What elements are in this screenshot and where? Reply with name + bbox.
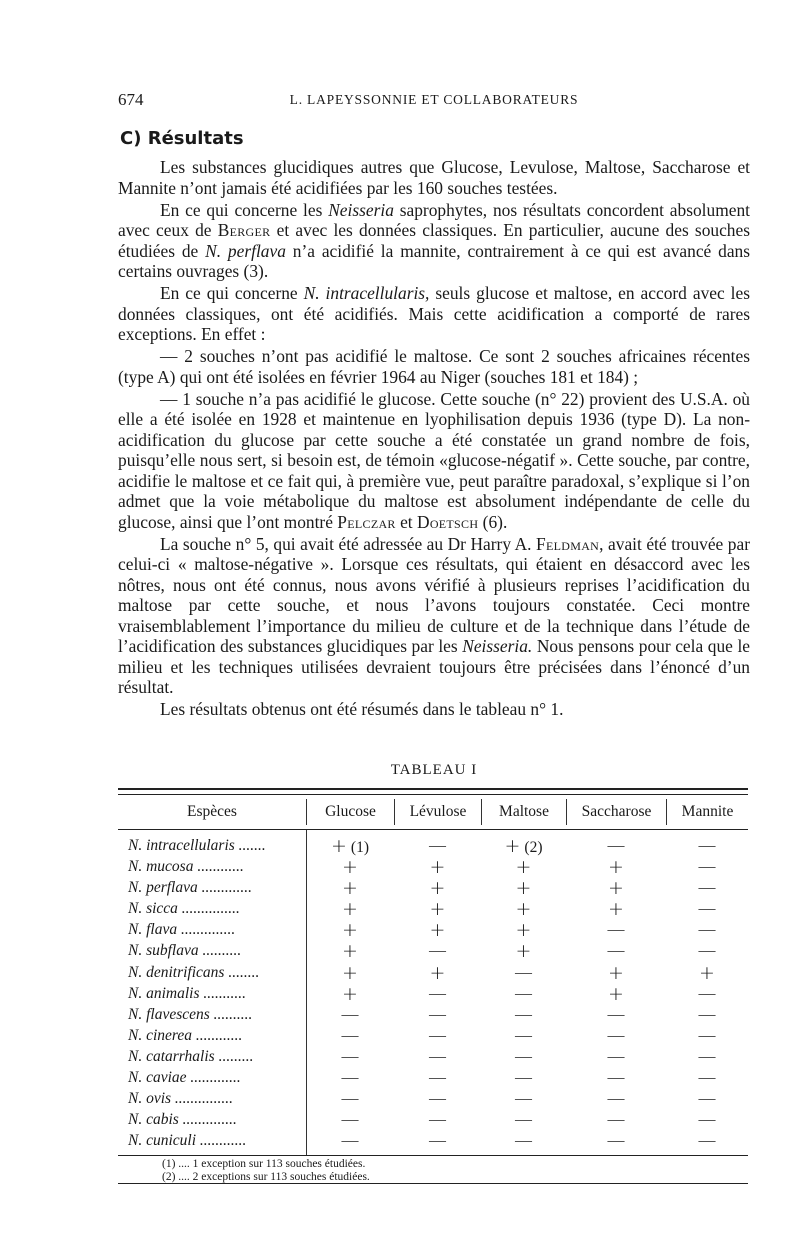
table-row (118, 1046, 748, 1067)
table-row (118, 835, 748, 856)
table-row (118, 1130, 748, 1151)
species-name: N. catarrhalis ......... (128, 1047, 254, 1065)
result-cell (566, 1067, 666, 1089)
p7-text: Les résultats obtenus ont été résumés dans le tableau n° 1. (160, 699, 564, 719)
table-bottom-rule (118, 1155, 748, 1156)
species-name: N. cabis .............. (128, 1111, 237, 1129)
result-cell (306, 877, 394, 899)
species-name: N. mucosa ............ (128, 858, 244, 876)
running-title: L. LAPEYSSONNIE ET COLLABORATEURS (289, 92, 579, 107)
header-cell: Saccharose (566, 799, 666, 825)
result-symbol: + (429, 961, 446, 984)
species-name: N. denitrificans ........ (128, 963, 260, 981)
result-symbol: — (514, 1024, 533, 1047)
footnote-bottom-rule (118, 1183, 748, 1184)
result-cell (306, 835, 394, 857)
result-cell (481, 1025, 566, 1047)
result-cell (394, 962, 481, 984)
footnote: (1) .... 1 exception sur 113 souches étudiées. (162, 1158, 366, 1171)
species-name: N. flavescens .......... (128, 1005, 253, 1023)
result-cell (566, 835, 666, 857)
result-cell (394, 1109, 481, 1131)
result-cell (666, 1046, 748, 1068)
result-cell (306, 1025, 394, 1047)
result-cell (481, 1130, 566, 1152)
result-cell (481, 1109, 566, 1131)
result-cell (566, 1130, 666, 1152)
footnote-ref: (2) (524, 839, 543, 856)
result-cell (394, 1088, 481, 1110)
paragraph-6 (118, 534, 750, 698)
result-symbol: — (606, 919, 626, 942)
result-cell (481, 940, 566, 962)
table-body (118, 830, 748, 1155)
result-symbol: + (608, 961, 624, 984)
result-symbol: + (342, 919, 358, 942)
result-symbol: + (429, 898, 446, 921)
result-cell (666, 898, 748, 920)
result-cell (394, 983, 481, 1005)
result-symbol: — (428, 1130, 447, 1153)
p6-text: La souche n° 5, qui avait été adressée au Dr Harry A. (160, 533, 537, 554)
result-symbol: + (429, 877, 446, 900)
footnote: (2) .... 2 exceptions sur 113 souches étudiées. (162, 1170, 370, 1183)
result-cell (394, 1130, 481, 1152)
result-symbol: + (515, 898, 532, 921)
result-cell (306, 983, 394, 1005)
result-cell (566, 1004, 666, 1026)
result-symbol: — (514, 1109, 533, 1132)
result-cell (666, 1109, 748, 1131)
result-symbol: — (606, 835, 626, 857)
result-cell (566, 962, 666, 984)
species-name: N. flava .............. (128, 921, 236, 939)
result-symbol: — (697, 1088, 717, 1111)
result-cell (666, 877, 748, 899)
table-footnotes (118, 1158, 748, 1183)
result-cell (666, 835, 748, 857)
result-symbol: — (606, 1130, 626, 1153)
result-symbol: + (608, 877, 624, 900)
result-symbol: + (515, 856, 532, 879)
page-number: 674 (118, 90, 144, 109)
result-cell (306, 1004, 394, 1026)
result-cell (394, 1067, 481, 1089)
result-symbol: — (428, 1024, 447, 1047)
header-cell: Mannite (666, 799, 748, 825)
author-name: Feldman (536, 533, 600, 554)
author-name: Pelczar (337, 511, 396, 532)
paragraph-3 (118, 283, 750, 345)
result-cell (394, 835, 481, 857)
result-symbol: — (606, 1003, 626, 1026)
paragraph-5 (118, 389, 750, 533)
p2-text: En ce qui concerne les (160, 199, 329, 220)
table-row (118, 877, 748, 898)
p4-text: — 2 souches n’ont pas acidifié le maltose. Ce sont 2 souches africaines récentes (type A) qui ont été isolées en février 1964 au Niger (souches 181 et 184) ; (118, 346, 750, 387)
result-cell (306, 940, 394, 962)
result-cell (306, 856, 394, 878)
result-symbol: — (428, 1067, 447, 1090)
result-symbol: + (515, 877, 532, 900)
result-cell (306, 962, 394, 984)
paragraph-7 (118, 699, 750, 720)
result-symbol: — (428, 1045, 447, 1068)
result-cell (481, 1067, 566, 1089)
result-symbol: — (697, 1067, 717, 1090)
paragraph-4 (118, 346, 750, 387)
result-symbol: + (429, 919, 446, 942)
p5-text: et (395, 511, 417, 532)
section-title: C) Résultats (120, 128, 244, 149)
result-cell (481, 1088, 566, 1110)
result-symbol: — (697, 919, 717, 942)
result-symbol: — (606, 1109, 626, 1132)
body-text (118, 157, 750, 721)
result-symbol: — (514, 1130, 533, 1153)
result-symbol: + (515, 940, 532, 963)
result-cell (306, 919, 394, 941)
header-cell: Lévulose (394, 799, 481, 825)
p1-text: Les substances glucidiques autres que Glucose, Levulose, Maltose, Saccharose et Mannite n’ont jamais été acidifiées par les 160 souches testées. (118, 157, 750, 198)
result-cell (394, 1025, 481, 1047)
result-cell (566, 1025, 666, 1047)
result-cell (666, 856, 748, 878)
result-symbol: — (606, 1067, 626, 1090)
result-symbol: — (340, 1045, 360, 1068)
result-cell (481, 919, 566, 941)
table-row (118, 898, 748, 919)
paragraph-1 (118, 157, 750, 198)
p6-text: Nous pensons pour cela que le milieu et les techniques utilisées devraient toujours être précisées dans l’énoncé d’un résultat. (118, 636, 750, 697)
p2-species: N. perflava (205, 240, 286, 261)
result-cell (481, 835, 566, 857)
result-cell (306, 1130, 394, 1152)
p2-text: n’a acidifié la mannite, contrairement à ce qui est avancé dans certains ouvrages (3). (118, 240, 751, 281)
result-symbol: — (514, 1088, 533, 1111)
result-cell (666, 962, 748, 984)
result-symbol: — (514, 1003, 533, 1026)
result-symbol: — (697, 1045, 717, 1068)
result-symbol: — (697, 877, 717, 900)
result-cell (306, 1046, 394, 1068)
header-cell: Glucose (306, 799, 394, 825)
result-cell (306, 898, 394, 920)
result-symbol: + (429, 856, 446, 879)
footnote-ref: (1) (350, 839, 369, 856)
table-row (118, 1025, 748, 1046)
result-cell (566, 1088, 666, 1110)
result-symbol: + (342, 877, 358, 900)
result-symbol: — (428, 940, 447, 963)
result-cell (394, 919, 481, 941)
p2-text: et avec les données classiques. En particulier, aucune des souches étudiées de (118, 220, 750, 261)
result-symbol: — (697, 1024, 717, 1047)
result-symbol: + (342, 982, 358, 1005)
result-symbol: — (340, 1130, 360, 1153)
result-symbol: — (514, 1067, 533, 1090)
result-cell (481, 877, 566, 899)
table-top-rule (118, 788, 748, 795)
result-cell (306, 1088, 394, 1110)
result-cell (394, 877, 481, 899)
result-cell (394, 940, 481, 962)
species-name: N. perflava ............. (128, 879, 252, 897)
result-symbol: — (697, 856, 717, 879)
result-cell (666, 1130, 748, 1152)
result-symbol: + (331, 835, 347, 857)
result-symbol: + (342, 940, 358, 963)
result-symbol: + (342, 961, 358, 984)
result-symbol: — (428, 835, 447, 857)
table-row (118, 1067, 748, 1088)
result-symbol: + (342, 856, 358, 879)
result-symbol: + (699, 961, 715, 984)
result-cell (666, 1067, 748, 1089)
result-symbol: — (514, 982, 533, 1005)
result-cell (394, 898, 481, 920)
result-cell (666, 1025, 748, 1047)
result-symbol: — (514, 1045, 533, 1068)
result-cell (481, 1046, 566, 1068)
result-symbol: — (428, 1003, 447, 1026)
species-name: N. sicca ............... (128, 900, 240, 918)
result-symbol: + (608, 982, 624, 1005)
p6-text: , avait été trouvée par celui-ci « maltose-négative ». Lorsque ces résultats, qui étaient en désaccord avec les nôtres, nous ont été connus, nous avons vérifié à plusieurs reprises l’acidification du maltose par cette souche, et nous l’avons toujours constatée. Ceci montre vraisemblablement l’importance du milieu de culture et de la technique dans l’étude de l’acidification des substances glucidiques par les (118, 533, 751, 656)
result-symbol: — (340, 1067, 360, 1090)
table-header-row (118, 795, 748, 829)
result-cell (394, 1046, 481, 1068)
result-symbol: — (428, 1088, 447, 1111)
result-cell (306, 1067, 394, 1089)
result-cell (666, 940, 748, 962)
p6-genus: Neisseria. (462, 636, 533, 656)
result-symbol: + (504, 835, 521, 857)
result-cell (666, 1088, 748, 1110)
result-symbol: — (340, 1088, 360, 1111)
result-symbol: + (608, 898, 624, 921)
results-table (118, 788, 748, 1184)
author-name: Berger (217, 220, 271, 240)
result-symbol: — (697, 898, 717, 921)
result-cell (666, 1004, 748, 1026)
species-name: N. cinerea ............ (128, 1026, 243, 1044)
species-name: N. caviae ............. (128, 1069, 241, 1087)
table-row (118, 983, 748, 1004)
table-title: TABLEAU I (390, 762, 478, 778)
result-cell (666, 983, 748, 1005)
p5-text: — 1 souche n’a pas acidifié le glucose. Cette souche (n° 22) provient des U.S.A. où elle a été isolée en 1928 et maintenue en lyophilisation depuis 1936 (type D). La non-acidification du glucose par cette souche a été constatée un grand nombre de fois, puisqu’elle nous sert, si besoin est, de témoin «glucose-négatif ». Cette souche, par contre, acidifie le maltose et ce fait qui, à première vue, peut paraître paradoxal, s’explique si l’on admet que la voie métabolique du maltose est absolument indépendante de celle du glucose, ainsi que l’ont montré (118, 388, 750, 532)
result-cell (394, 1004, 481, 1026)
table-row (118, 856, 748, 877)
result-cell (481, 1004, 566, 1026)
result-cell (481, 856, 566, 878)
table-row (118, 962, 748, 983)
author-name: Doetsch (416, 511, 479, 532)
p3-text: seuls glucose et maltose, en accord avec les données classiques, ont été acidifiés. Mais cette acidification a comporté de rares exceptions. En effet : (118, 283, 750, 344)
table-row (118, 1109, 748, 1130)
header-cell: Maltose (481, 799, 566, 825)
paragraph-2 (118, 200, 750, 282)
result-cell (481, 983, 566, 1005)
result-symbol: — (606, 940, 626, 963)
species-name: N. ovis ............... (128, 1090, 234, 1108)
result-cell (394, 856, 481, 878)
species-name: N. cuniculi ............ (128, 1132, 247, 1150)
result-cell (566, 856, 666, 878)
result-cell (566, 1109, 666, 1131)
species-name: N. animalis ........... (128, 984, 246, 1002)
species-name: N. subflava .......... (128, 942, 242, 960)
p3-species: N. intracellularis, (303, 283, 430, 303)
result-symbol: — (606, 1045, 626, 1068)
result-cell (666, 919, 748, 941)
result-symbol: — (697, 1130, 717, 1153)
result-cell (566, 898, 666, 920)
table-row (118, 1088, 748, 1109)
table-row (118, 1004, 748, 1025)
result-symbol: — (697, 940, 717, 963)
result-symbol: — (340, 1109, 360, 1132)
result-cell (566, 940, 666, 962)
table-row (118, 919, 748, 940)
result-cell (566, 919, 666, 941)
result-cell (481, 898, 566, 920)
result-symbol: — (606, 1024, 626, 1047)
p5-text: (6). (478, 511, 508, 532)
species-column-divider (306, 830, 307, 1155)
result-symbol: — (340, 1024, 360, 1047)
result-symbol: — (697, 1003, 717, 1026)
p2-text: saprophytes, nos résultats concordent absolument avec ceux de (118, 199, 750, 240)
result-symbol: + (608, 856, 624, 879)
species-name: N. intracellularis ....... (128, 837, 266, 854)
p3-text: En ce qui concerne (160, 283, 304, 303)
result-symbol: + (342, 898, 358, 921)
result-symbol: — (606, 1088, 626, 1111)
page-header (118, 90, 750, 112)
result-symbol: — (697, 835, 717, 857)
result-symbol: — (340, 1003, 360, 1026)
result-symbol: — (428, 982, 447, 1005)
result-cell (481, 962, 566, 984)
table-row (118, 940, 748, 961)
header-cell: Espèces (187, 803, 237, 820)
result-symbol: — (697, 1109, 717, 1132)
result-symbol: + (515, 919, 532, 942)
result-cell (306, 1109, 394, 1131)
result-symbol: — (697, 982, 717, 1005)
p2-genus: Neisseria (328, 199, 394, 220)
result-symbol: — (428, 1109, 447, 1132)
result-cell (566, 983, 666, 1005)
result-cell (566, 877, 666, 899)
result-symbol: — (514, 961, 533, 984)
result-cell (566, 1046, 666, 1068)
